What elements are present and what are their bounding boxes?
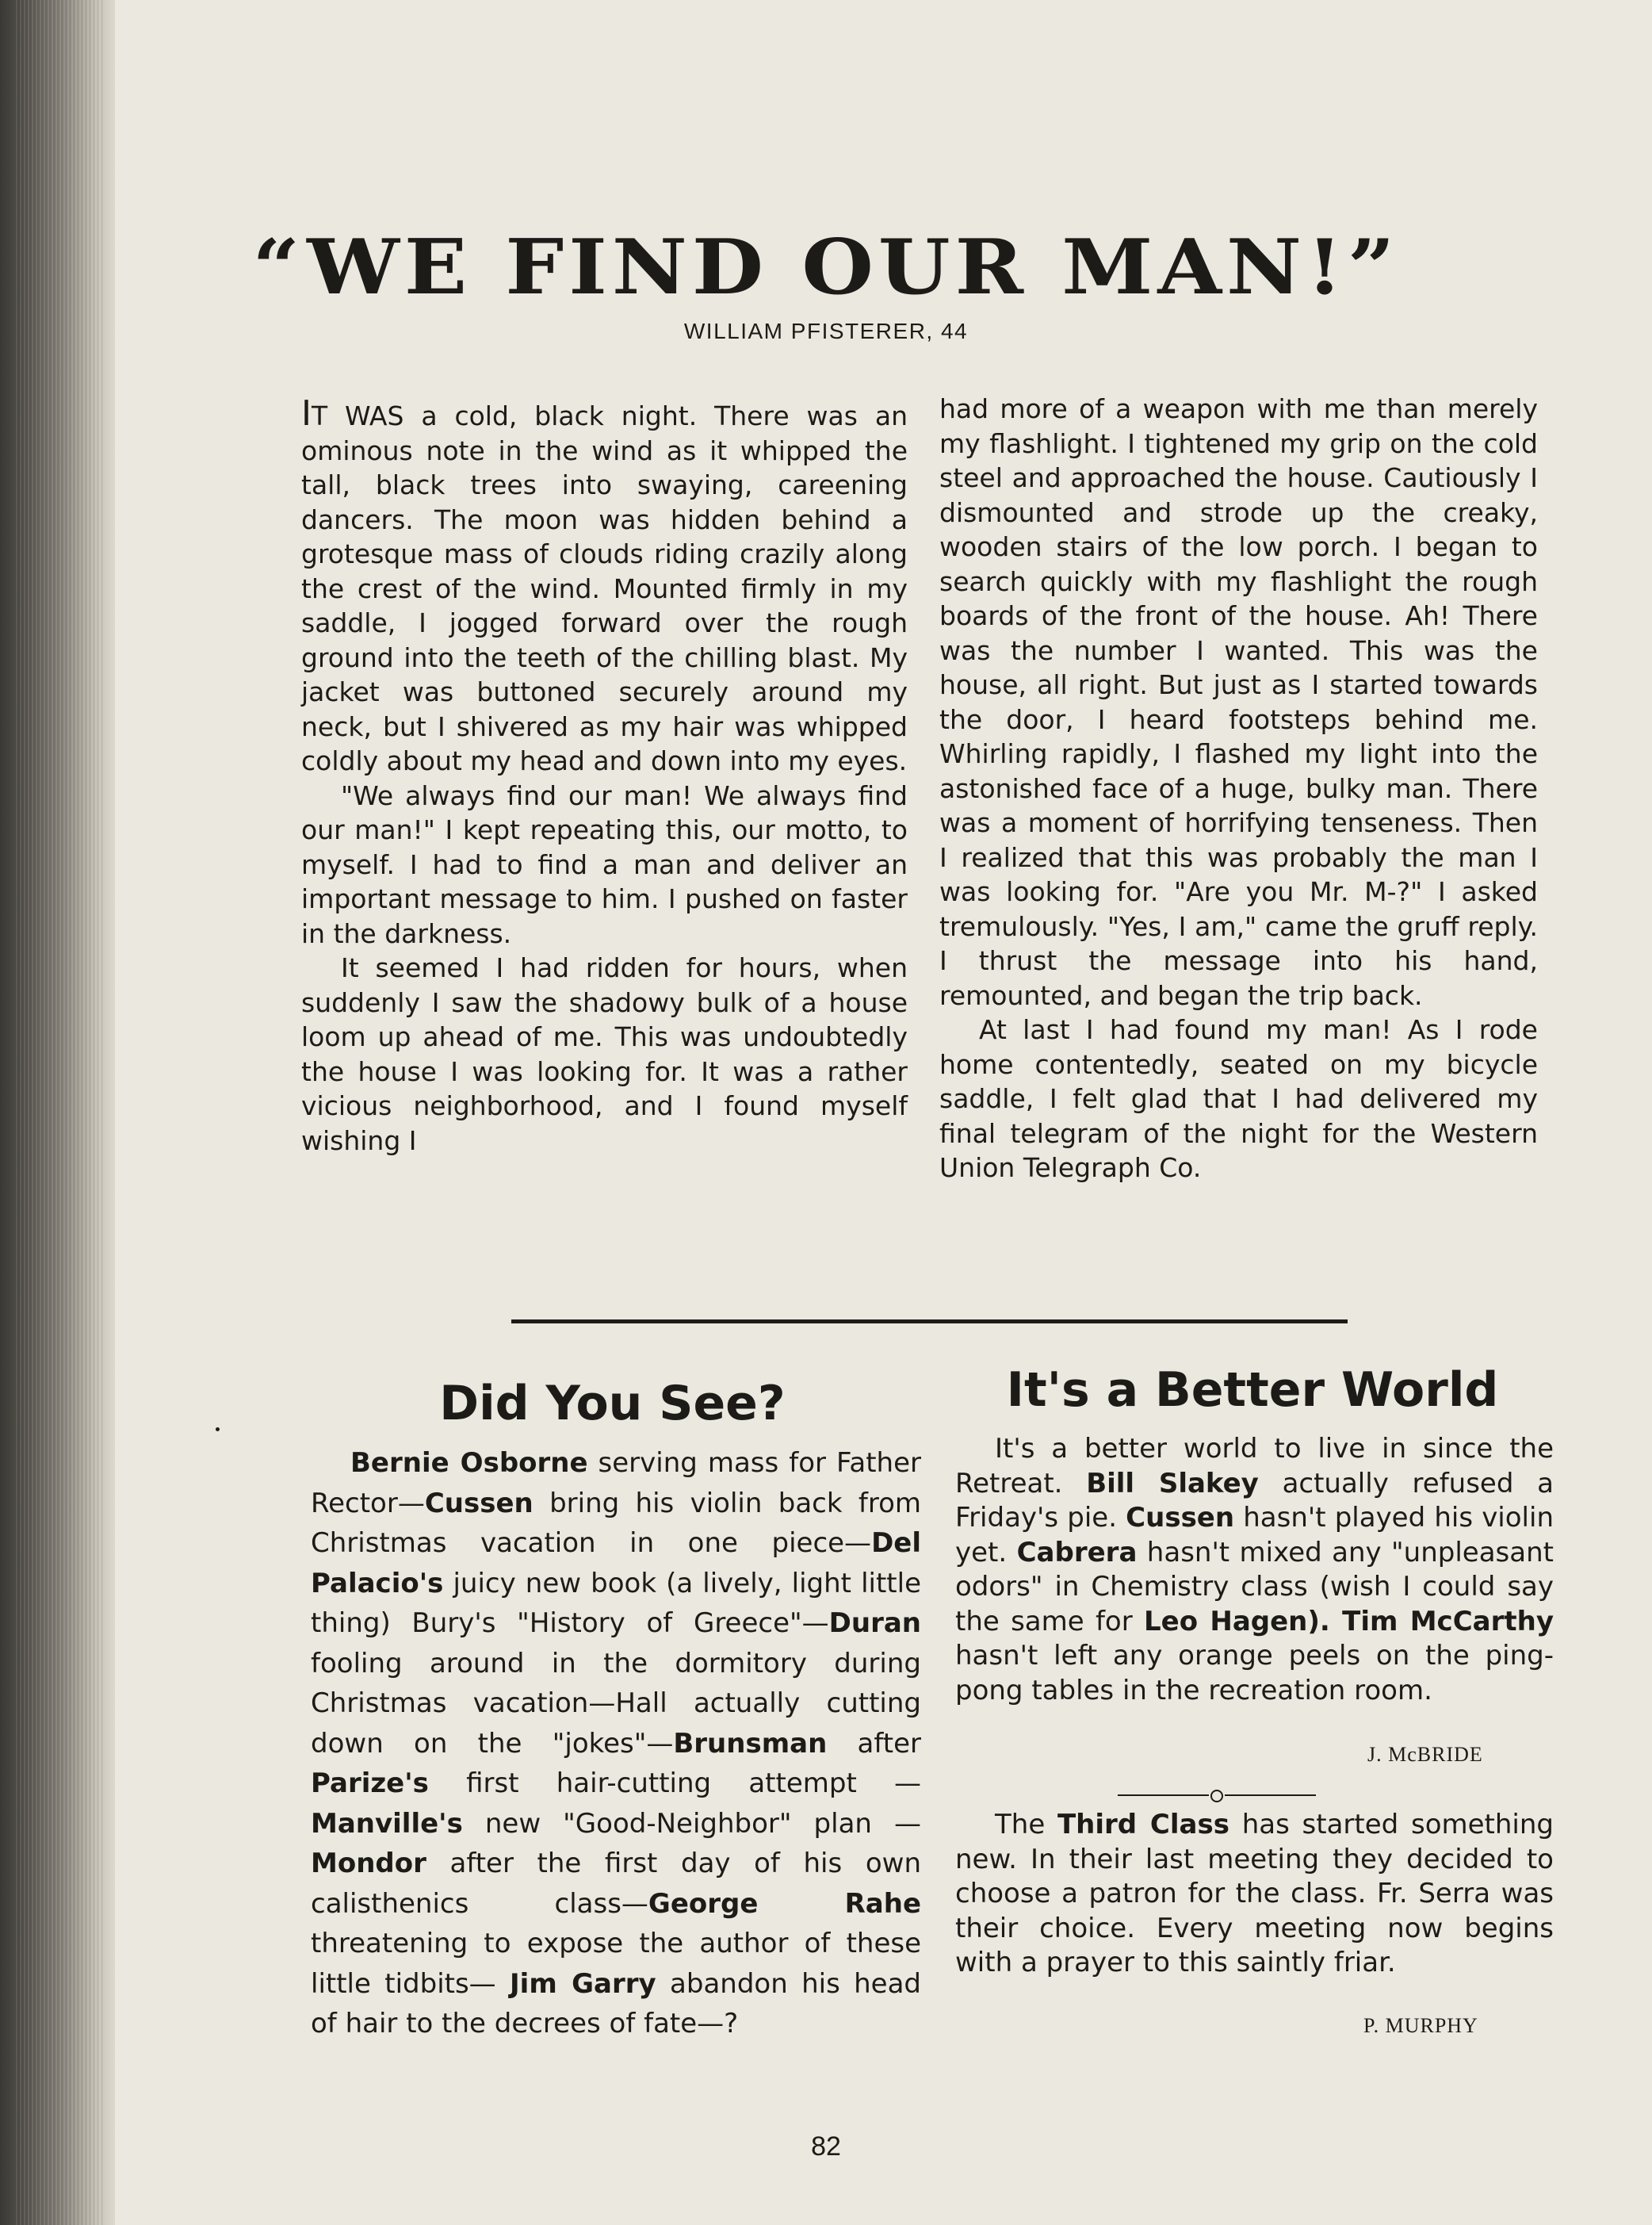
better-world-heading: It's a Better World bbox=[1006, 1362, 1499, 1418]
did-you-see-text: fooling around in the dormitory during Christmas vacation—Hall actually cutting down on the "jokes"— bbox=[311, 1647, 921, 1760]
did-you-see-name: Bernie Osborne bbox=[350, 1447, 588, 1479]
ornament-divider bbox=[1118, 1789, 1316, 1802]
article-left-column bbox=[301, 393, 908, 1158]
article-title: “WE FIND OUR MAN!” bbox=[252, 221, 1400, 312]
article-paragraph-1-text: T WAS a cold, black night. There was an ominous note in the wind as it whipped the tall, black trees into swaying, careening dancers. The moon was hidden behind a grotesque mass of clouds riding crazily along the crest of the wind. Mounted firmly in my saddle, I jogged forward over the rough ground into the teeth of the chilling blast. My jacket was buttoned securely around my neck, but I shivered as my hair was whipped coldly about my head and down into my eyes. bbox=[301, 400, 908, 776]
article-right-column bbox=[939, 392, 1538, 1185]
better-world-text: hasn't mixed any "unpleasant odors" in Chemistry class (wish I could say the same for bbox=[955, 1536, 1554, 1637]
page-number: 82 bbox=[811, 2131, 841, 2162]
did-you-see-text: after the first day of his own calisthenics class— bbox=[311, 1848, 921, 1920]
section-divider-rule bbox=[511, 1319, 1348, 1323]
did-you-see-text: abandon his head of hair to the decrees of fate—? bbox=[311, 1967, 922, 2039]
did-you-see-text: first hair-cutting attempt — bbox=[428, 1767, 921, 1799]
better-world-name: Cabrera bbox=[1016, 1536, 1138, 1568]
better-world-text: actually refused a Friday's pie. bbox=[955, 1467, 1554, 1534]
better-world-name: Leo Hagen). Tim McCarthy bbox=[1143, 1605, 1554, 1637]
did-you-see-name: Parize's bbox=[311, 1767, 429, 1799]
third-class-name: Third Class bbox=[1057, 1809, 1229, 1840]
did-you-see-name: Mondor bbox=[311, 1848, 426, 1879]
article-paragraph-3: It seemed I had ridden for hours, when suddenly I saw the shadowy bulk of a house loom up ahead of me. This was undoubtedly the house I was looking for. It was a rather vicious neighborhood, and I found myself wishing I bbox=[301, 952, 908, 1156]
drop-cap: I bbox=[301, 393, 312, 434]
divider-line-right bbox=[1225, 1794, 1316, 1796]
better-world-name: Cussen bbox=[1126, 1502, 1235, 1534]
third-class-text: has started something new. In their last meeting they decided to choose a patron for the class. Fr. Serra was their choice. Every meeting now begins with a prayer to this saintly friar. bbox=[955, 1809, 1554, 1978]
article-paragraph-2: "We always find our man! We always find our man!" I kept repeating this, our motto, to myself. I had to find a man and deliver an important message to him. I pushed on faster in the darkness. bbox=[301, 779, 908, 949]
article-paragraph-4: had more of a weapon with me than merely my flashlight. I tightened my grip on the cold steel and approached the house. Cautiously I dismounted and strode up the creaky, wooden stairs of the low porch. I began to search quickly with my flashlight the rough boards of the front of the house. Ah! There was the number I wanted. This was the house, all right. But just as I started towards the door, I heard footsteps behind me. Whirling rapidly, I flashed my light into the astonished face of a huge, bulky man. There was a moment of horrifying tenseness. Then I realized that this was probably the man I was looking for. "Are you Mr. M-?" I asked tremulously. "Yes, I am," came the gruff reply. I thrust the message into his hand, remounted, and began the trip back. bbox=[939, 393, 1538, 1011]
did-you-see-body bbox=[311, 1443, 921, 2044]
article-paragraph-1 bbox=[301, 393, 908, 779]
did-you-see-name: Brunsman bbox=[673, 1727, 828, 1760]
better-world-text: It's a better world to live in since the Retreat. bbox=[955, 1433, 1554, 1499]
better-world-signature: J. McBRIDE bbox=[1367, 1743, 1483, 1766]
did-you-see-text: new "Good-Neighbor" plan — bbox=[462, 1807, 921, 1840]
did-you-see-text: juicy new book (a lively, light little thing) Bury's "History of Greece"— bbox=[311, 1567, 921, 1639]
did-you-see-text: bring his violin back from Christmas vacation in one piece— bbox=[311, 1487, 921, 1559]
article-paragraph-5: At last I had found my man! As I rode home contentedly, seated on my bicycle saddle, I felt glad that I had delivered my final telegram of the night for the Western Union Telegraph Co. bbox=[939, 1014, 1538, 1183]
did-you-see-name: Jim Garry bbox=[510, 1967, 656, 2000]
article-byline: WILLIAM PFISTERER, 44 bbox=[683, 319, 969, 343]
did-you-see-text: after bbox=[827, 1727, 921, 1760]
third-class-signature: P. MURPHY bbox=[1363, 2014, 1478, 2037]
did-you-see-heading: Did You See? bbox=[439, 1376, 786, 1431]
better-world-name: Bill Slakey bbox=[1086, 1467, 1259, 1499]
did-you-see-text: threatening to expose the author of these little tidbits— bbox=[311, 1928, 921, 2000]
did-you-see-name: Manville's bbox=[311, 1807, 463, 1840]
did-you-see-name: Duran bbox=[828, 1607, 921, 1639]
did-you-see-text: serving mass for Father Rector— bbox=[311, 1447, 922, 1519]
did-you-see-name: Cussen bbox=[424, 1487, 533, 1519]
did-you-see-name: Del Palacio's bbox=[311, 1527, 921, 1599]
better-world-text: hasn't played his violin yet. bbox=[955, 1502, 1554, 1568]
better-world-text: hasn't left any orange peels on the ping-pong tables in the recreation room. bbox=[955, 1640, 1554, 1706]
third-class-note bbox=[955, 1808, 1554, 1981]
better-world-body bbox=[955, 1432, 1554, 1708]
third-class-text: The bbox=[995, 1809, 1057, 1840]
did-you-see-name: George Rahe bbox=[648, 1887, 922, 1920]
divider-line-left bbox=[1118, 1794, 1209, 1796]
divider-ring bbox=[1210, 1790, 1223, 1802]
ink-speck bbox=[216, 1427, 220, 1431]
